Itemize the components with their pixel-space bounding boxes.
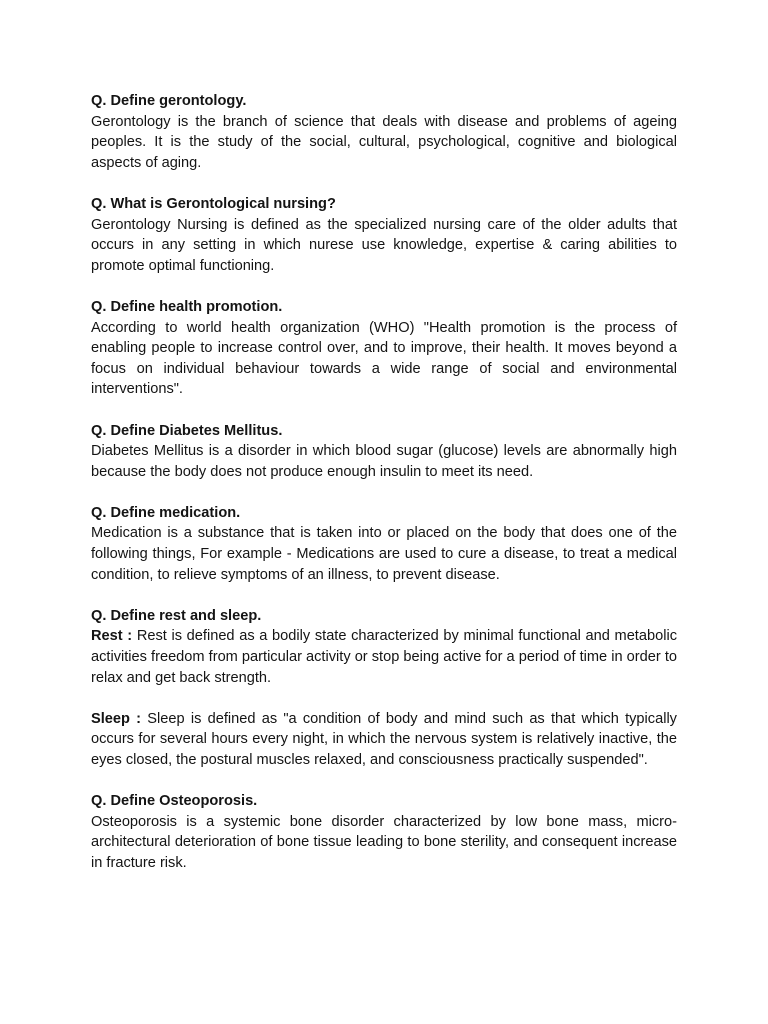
answer-rest	[91, 626, 677, 688]
qa-medication	[91, 503, 677, 585]
sleep-definition: Sleep is defined as "a condition of body and mind such as that which typically occurs for several hours every night, in which the nervous system is relatively inactive, the eyes closed, the postural muscles relaxed, and consciousness practically suspended".	[91, 710, 677, 768]
question-heading: Q. Define Osteoporosis.	[91, 793, 258, 810]
term-sleep: Sleep :	[91, 710, 142, 727]
question-heading: Q. Define health promotion.	[91, 298, 283, 315]
answer-text: Diabetes Mellitus is a disorder in which blood sugar (glucose) levels are abnormally high because the body does not produce enough insulin to meet its need.	[91, 443, 677, 480]
qa-gerontological-nursing	[91, 194, 677, 276]
rest-definition: Rest is defined as a bodily state characterized by minimal functional and metabolic activities freedom from particular activity or stop being active for a period of time in order to relax and get back strength.	[91, 628, 677, 686]
answer-text: Gerontology is the branch of science that deals with disease and problems of ageing peoples. It is the study of the social, cultural, psychological, cognitive and biological aspects of aging.	[91, 113, 677, 171]
qa-osteoporosis	[91, 791, 677, 873]
answer-text: According to world health organization (WHO) "Health promotion is the process of enabling people to increase control over, and to improve, their health. It moves beyond a focus on individual behaviour towards a wide range of social and environmental interventions".	[91, 319, 677, 398]
question-heading: Q. Define rest and sleep.	[91, 607, 262, 624]
term-rest: Rest :	[91, 628, 133, 645]
qa-gerontology	[91, 91, 677, 173]
qa-diabetes-mellitus	[91, 421, 677, 483]
question-heading: Q. Define medication.	[91, 504, 241, 521]
question-heading: Q. What is Gerontological nursing?	[91, 195, 336, 212]
document-page	[91, 91, 677, 894]
qa-rest-and-sleep	[91, 606, 677, 771]
answer-text: Medication is a substance that is taken into or placed on the body that does one of the following things, For example - Medications are used to cure a disease, to treat a medical condition, to relieve symptoms of an illness, to prevent disease.	[91, 525, 677, 583]
answer-sleep	[91, 709, 677, 771]
question-heading: Q. Define Diabetes Mellitus.	[91, 422, 283, 439]
qa-health-promotion	[91, 297, 677, 400]
answer-text: Osteoporosis is a systemic bone disorder characterized by low bone mass, micro-architectural deterioration of bone tissue leading to bone sterility, and consequent increase in fracture risk.	[91, 813, 677, 871]
answer-text: Gerontology Nursing is defined as the specialized nursing care of the older adults that occurs in any setting in which nurese use knowledge, expertise & caring abilities to promote optimal functioning.	[91, 216, 677, 274]
question-heading: Q. Define gerontology.	[91, 93, 247, 109]
